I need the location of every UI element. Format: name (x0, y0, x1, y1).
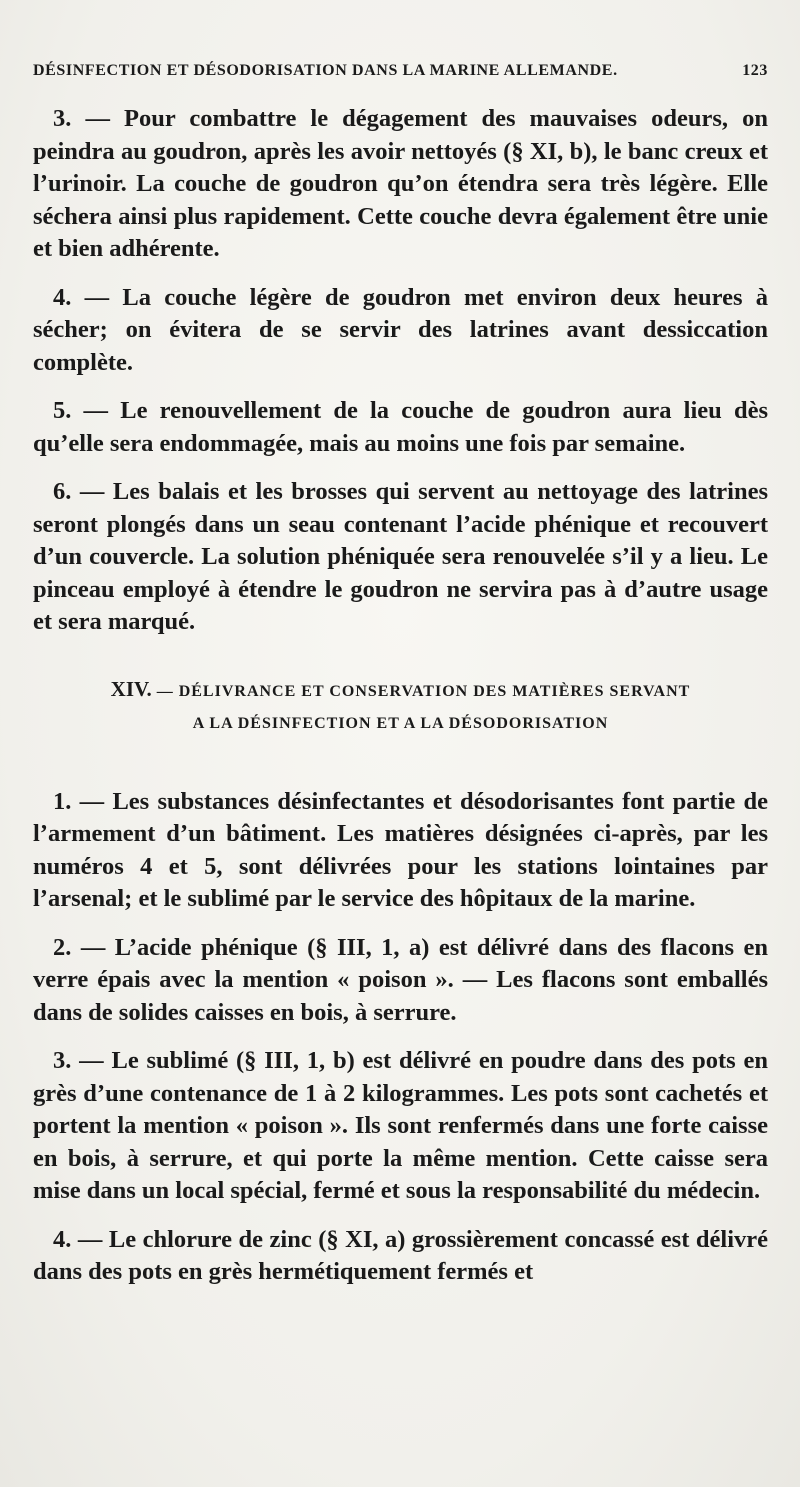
section-paragraph-4: 4. — Le chlorure de zinc (§ XI, a) grossièrement concassé est délivré dans des pots en grès hermétiquement fermés et (33, 1225, 768, 1285)
paragraph-3: 3. — Pour combattre le dégagement des mauvaises odeurs, on peindra au goudron, après les avoir nettoyés (§ XI, b), le banc creux et l’urinoir. La couche de goudron qu’on étendra sera très légère. Elle séchera ainsi plus rapidement. Cette couche devra également être unie et bien adhérente. (33, 105, 768, 262)
section-paragraph-3: 3. — Le sublimé (§ III, 1, b) est délivré en poudre dans des pots en grès d’une contenance de 1 à 2 kilogrammes. Les pots sont cachetés et portent la mention « poison ». Ils sont renfermés dans une forte caisse en bois, à serrure, et qui porte la même mention. Cette caisse sera mise dans un local spécial, fermé et sous la responsabilité du médecin. (33, 1047, 768, 1204)
section-heading (33, 673, 768, 740)
paragraph-4: 4. — La couche légère de goudron met environ deux heures à sécher; on évitera de se servir des latrines avant dessiccation complète. (33, 283, 768, 376)
page-number: 123 (742, 62, 768, 79)
section-title-line-1: — DÉLIVRANCE ET CONSERVATION DES MATIÈRES SERVANT (156, 682, 691, 700)
section-paragraph-1: 1. — Les substances désinfectantes et désodorisantes font partie de l’armement d’un bâtiment. Les matières désignées ci-après, par les numéros 4 et 5, sont délivrées pour les stations lointaines par l’arsenal; et le sublimé par le service des hôpitaux de la marine. (33, 787, 768, 912)
page-body (33, 103, 768, 1289)
section-paragraph-2: 2. — L’acide phénique (§ III, 1, a) est délivré dans des flacons en verre épais avec la mention « poison ». — Les flacons sont emballés dans de solides caisses en bois, à serrure. (33, 933, 768, 1026)
running-title: DÉSINFECTION ET DÉSODORISATION DANS LA MARINE ALLEMANDE. (33, 62, 618, 79)
running-header (33, 62, 768, 80)
section-number: XIV. (110, 676, 152, 701)
paragraph-5: 5. — Le renouvellement de la couche de goudron aura lieu dès qu’elle sera endommagée, mais au moins une fois par semaine. (33, 397, 768, 457)
paragraph-6: 6. — Les balais et les brosses qui servent au nettoyage des latrines seront plongés dans un seau contenant l’acide phénique et recouvert d’un couvercle. La solution phéniquée sera renouvelée s’il y a lieu. Le pinceau employé à étendre le goudron ne servira pas à d’autre usage et sera marqué. (33, 478, 768, 635)
section-title-line-2: A LA DÉSINFECTION ET A LA DÉSODORISATION (192, 714, 609, 732)
